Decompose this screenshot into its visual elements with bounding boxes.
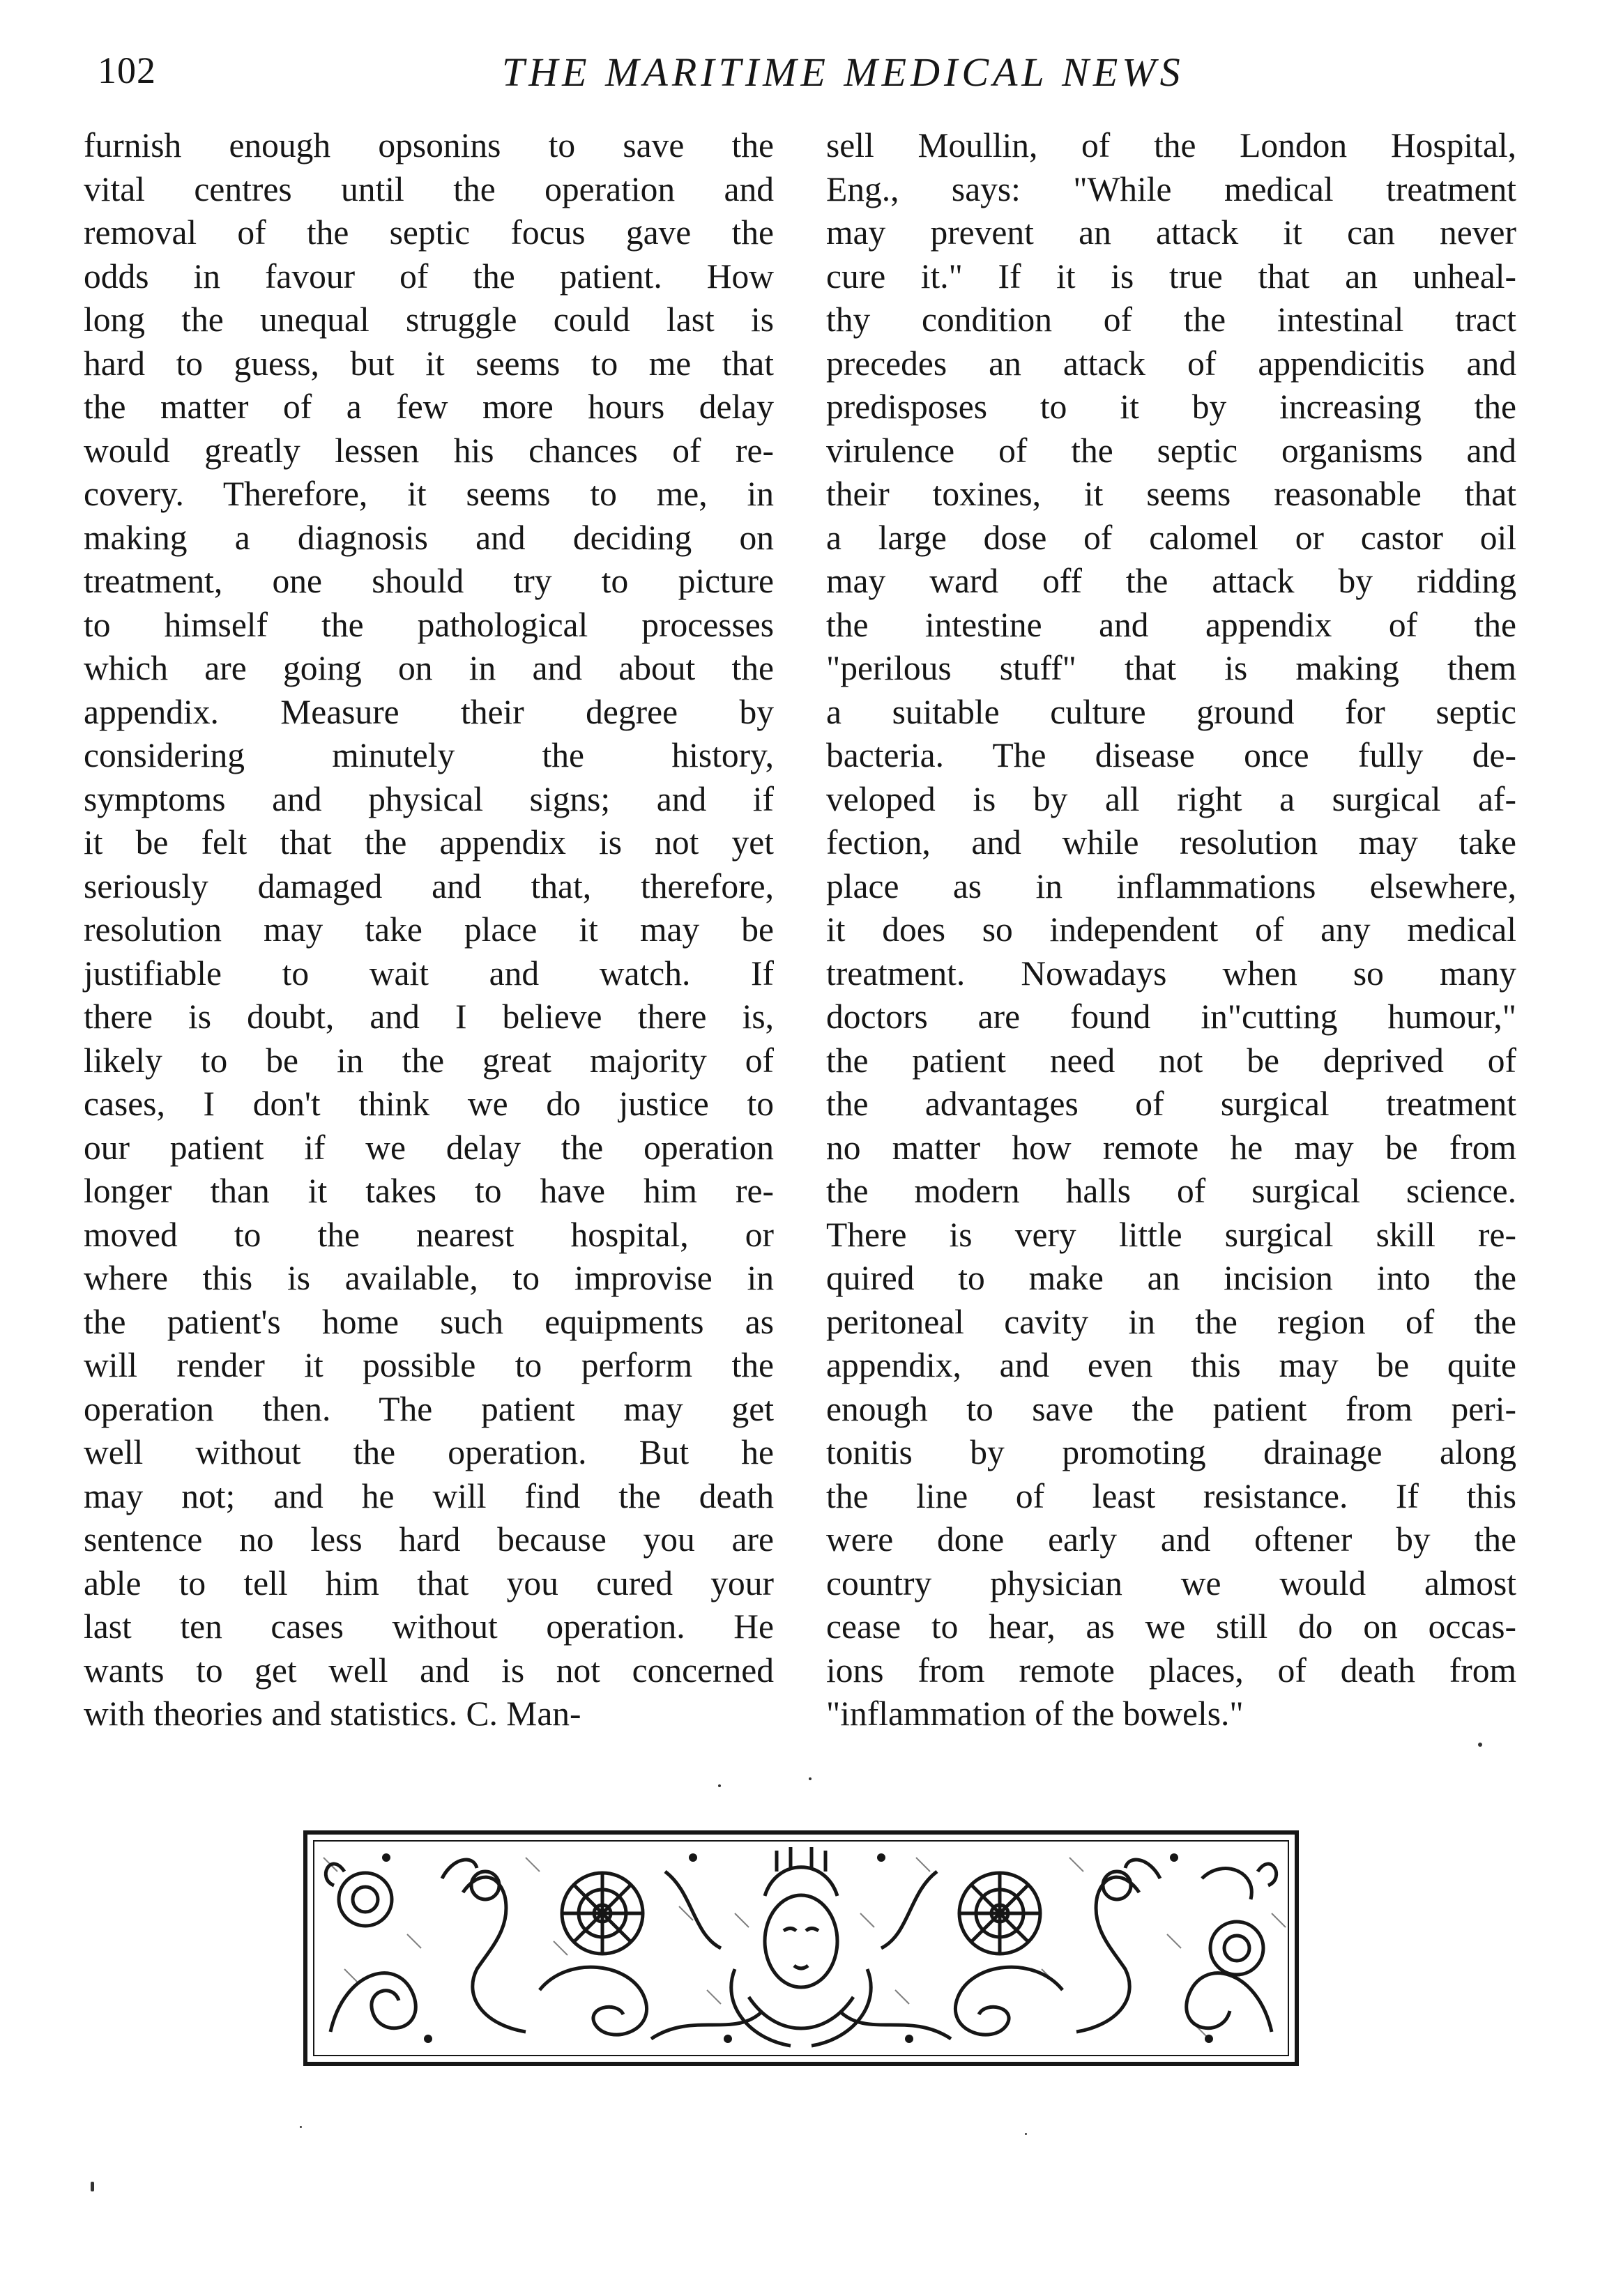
text-line: cure it." If it is true that an unheal- [826, 257, 1516, 296]
text-line: no matter how remote he may be from [826, 1128, 1516, 1167]
text-line: quired to make an incision into the [826, 1259, 1516, 1297]
text-line: predisposes to it by increasing the [826, 388, 1516, 426]
scan-speck [91, 2182, 94, 2191]
text-line: may prevent an attack it can never [826, 213, 1516, 252]
text-line: their toxines, it seems reasonable that [826, 475, 1516, 513]
text-line: seriously damaged and that, therefore, [84, 866, 774, 905]
decorative-tailpiece-ornament-icon [303, 1830, 1300, 2067]
text-line: a suitable culture ground for septic [826, 692, 1516, 731]
text-line: with theories and statistics. C. Man- [84, 1694, 581, 1733]
text-line: cease to hear, as we still do on occas- [826, 1607, 1516, 1646]
scan-speck [1025, 2133, 1027, 2135]
text-line: to himself the pathological processes [84, 605, 774, 644]
text-line: enough to save the patient from peri- [826, 1389, 1516, 1428]
text-line: furnish enough opsonins to save the [84, 126, 774, 164]
text-line: the matter of a few more hours delay [84, 388, 774, 426]
text-line: sell Moullin, of the London Hospital, [826, 126, 1516, 164]
page-header [91, 49, 1485, 112]
text-line: may ward off the attack by ridding [826, 562, 1516, 600]
left-text-column [84, 124, 774, 1736]
text-line: considering minutely the history, [84, 736, 774, 774]
text-line: odds in favour of the patient. How [84, 257, 774, 296]
text-line: well without the operation. But he [84, 1433, 774, 1471]
text-line: Eng., says: "While medical treatment [826, 169, 1516, 208]
text-line: "perilous stuff" that is making them [826, 649, 1516, 687]
text-line: veloped is by all right a surgical af- [826, 779, 1516, 818]
text-line: our patient if we delay the operation [84, 1128, 774, 1167]
text-line: There is very little surgical skill re- [826, 1215, 1516, 1254]
text-line: which are going on in and about the [84, 649, 774, 687]
text-line: the line of least resistance. If this [826, 1476, 1516, 1515]
text-line: the intestine and appendix of the [826, 605, 1516, 644]
text-line: fection, and while resolution may take [826, 823, 1516, 862]
text-line: resolution may take place it may be [84, 910, 774, 949]
text-line: likely to be in the great majority of [84, 1041, 774, 1080]
page-number: 102 [98, 49, 156, 91]
text-line: thy condition of the intestinal tract [826, 300, 1516, 339]
text-line: long the unequal struggle could last is [84, 300, 774, 339]
text-line: symptoms and physical signs; and if [84, 779, 774, 818]
text-line: where this is available, to improvise in [84, 1259, 774, 1297]
text-line: ions from remote places, of death from [826, 1651, 1516, 1690]
text-line: doctors are found in"cutting humour," [826, 997, 1516, 1036]
text-line: the patient need not be deprived of [826, 1041, 1516, 1080]
text-line: sentence no less hard because you are [84, 1520, 774, 1559]
text-line: wants to get well and is not concerned [84, 1651, 774, 1690]
scan-speck [718, 1784, 721, 1787]
text-line: precedes an attack of appendicitis and [826, 344, 1516, 383]
text-line: may not; and he will find the death [84, 1476, 774, 1515]
text-line: justifiable to wait and watch. If [84, 954, 774, 993]
text-line: were done early and oftener by the [826, 1520, 1516, 1559]
text-line: tonitis by promoting drainage along [826, 1433, 1516, 1471]
text-line: appendix. Measure their degree by [84, 692, 774, 731]
right-text-column [826, 124, 1516, 1736]
text-line: a large dose of calomel or castor oil [826, 518, 1516, 557]
text-line: operation then. The patient may get [84, 1389, 774, 1428]
text-line: would greatly lessen his chances of re- [84, 431, 774, 470]
text-line: the advantages of surgical treatment [826, 1085, 1516, 1123]
text-line: covery. Therefore, it seems to me, in [84, 475, 774, 513]
text-line: will render it possible to perform the [84, 1346, 774, 1384]
text-line: there is doubt, and I believe there is, [84, 997, 774, 1036]
text-line: bacteria. The disease once fully de- [826, 736, 1516, 774]
text-line: it be felt that the appendix is not yet [84, 823, 774, 862]
text-line: treatment, one should try to picture [84, 562, 774, 600]
text-line: cases, I don't think we do justice to [84, 1085, 774, 1123]
text-line: it does so independent of any medical [826, 910, 1516, 949]
text-line: country physician we would almost [826, 1563, 1516, 1602]
text-line: hard to guess, but it seems to me that [84, 344, 774, 383]
scan-speck [1478, 1743, 1482, 1747]
text-line: "inflammation of the bowels." [826, 1694, 1244, 1733]
text-line: moved to the nearest hospital, or [84, 1215, 774, 1254]
text-line: peritoneal cavity in the region of the [826, 1302, 1516, 1341]
text-line: the modern halls of surgical science. [826, 1172, 1516, 1210]
text-line: longer than it takes to have him re- [84, 1172, 774, 1210]
text-line: appendix, and even this may be quite [826, 1346, 1516, 1384]
text-line: able to tell him that you cured your [84, 1563, 774, 1602]
text-line: treatment. Nowadays when so many [826, 954, 1516, 993]
text-line: vital centres until the operation and [84, 169, 774, 208]
scan-speck [809, 1777, 812, 1780]
text-line: removal of the septic focus gave the [84, 213, 774, 252]
text-line: last ten cases without operation. He [84, 1607, 774, 1646]
text-line: the patient's home such equipments as [84, 1302, 774, 1341]
running-head: THE MARITIME MEDICAL NEWS [502, 49, 1185, 95]
text-line: making a diagnosis and deciding on [84, 518, 774, 557]
text-line: place as in inflammations elsewhere, [826, 866, 1516, 905]
scan-speck [300, 2126, 302, 2128]
text-line: virulence of the septic organisms and [826, 431, 1516, 470]
